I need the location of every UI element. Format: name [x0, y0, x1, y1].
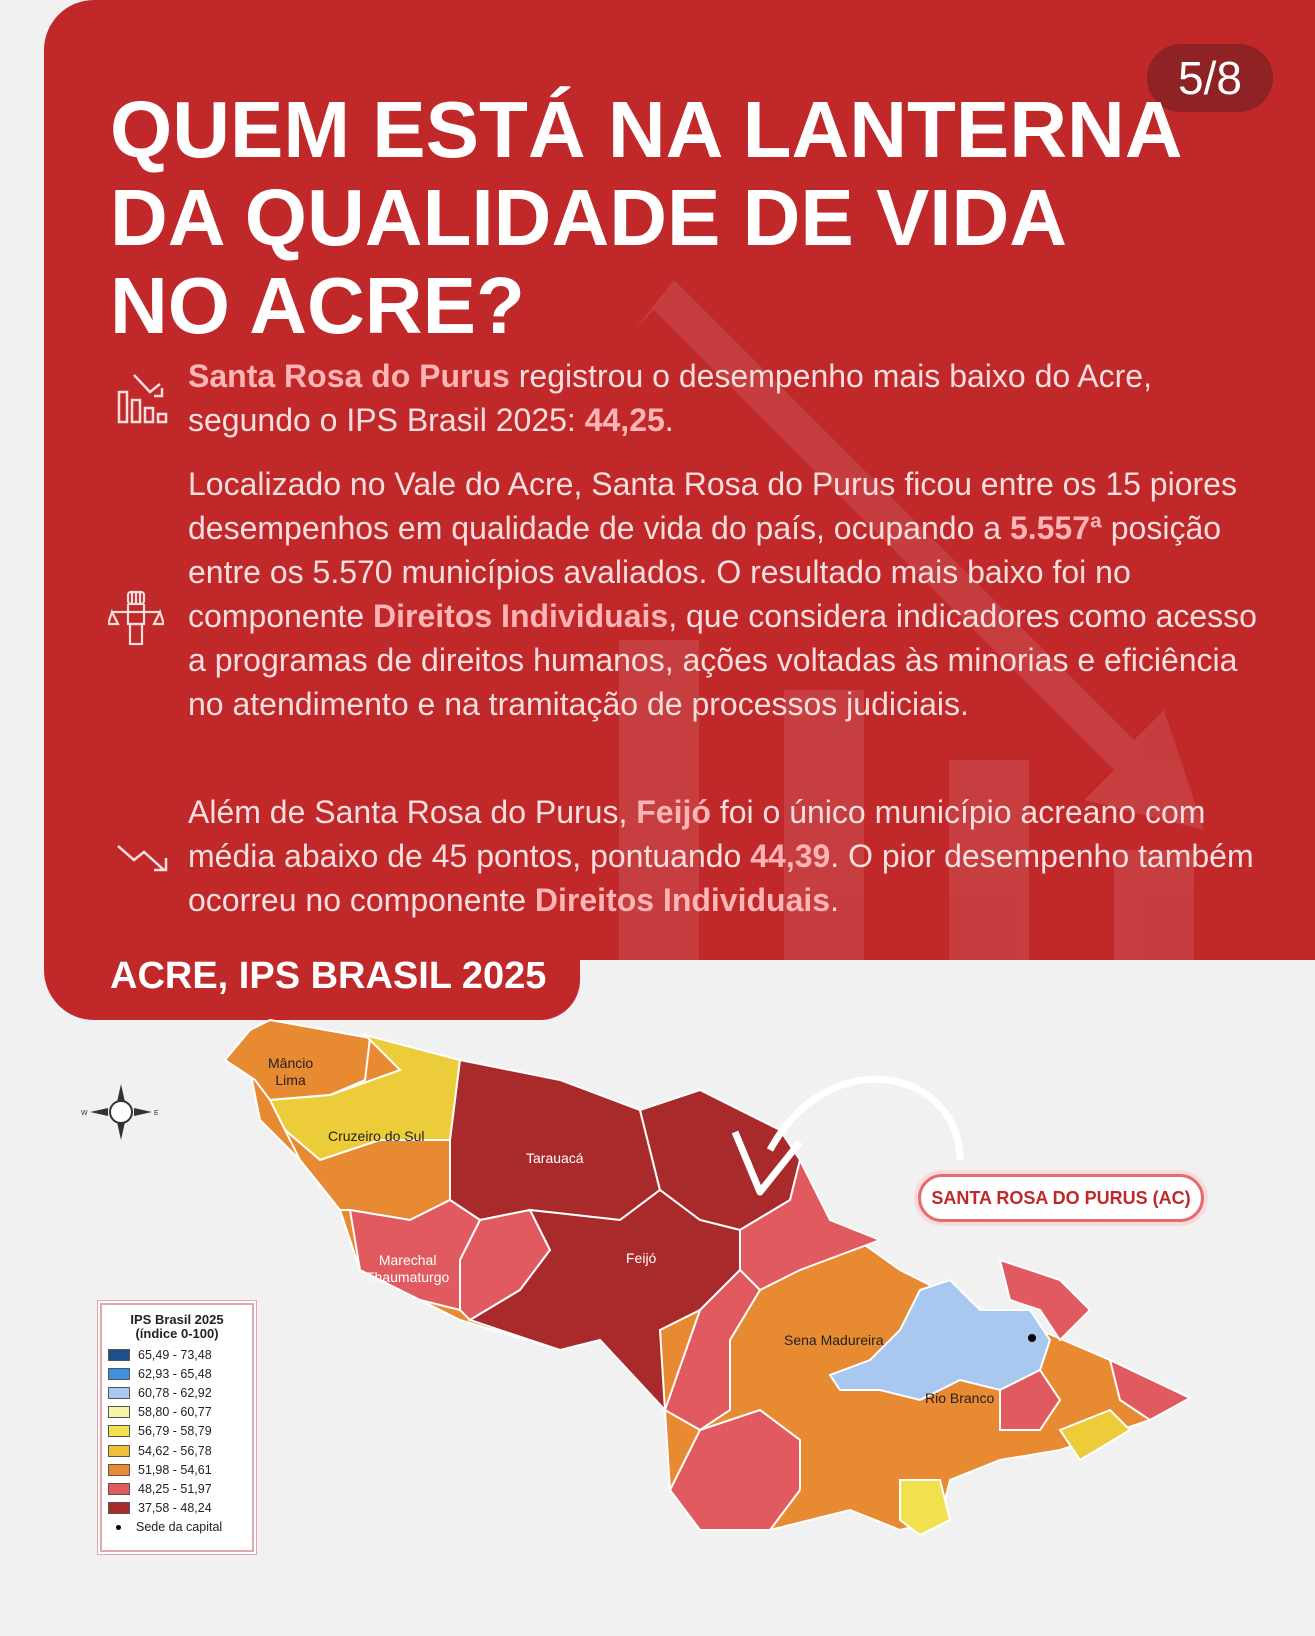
legend-swatch: [108, 1387, 130, 1399]
label-sena-madureira: Sena Madureira: [784, 1332, 884, 1348]
legend-items: [102, 1345, 252, 1537]
highlight-component-2: Direitos Individuais: [534, 882, 831, 918]
legend-swatch: [108, 1464, 130, 1476]
paragraph-text: Localizado no Vale do Acre, Santa Rosa do Purus ficou entre os 15 piores desempenhos em qualidade de vida do país, ocupando a: [188, 466, 1237, 546]
legend-item: 65,49 - 73,48: [108, 1345, 252, 1364]
compass-east: E: [154, 1110, 159, 1117]
legend-swatch: [108, 1425, 130, 1437]
legend-item: 56,79 - 58,79: [108, 1422, 252, 1441]
paragraph-details: [188, 462, 1278, 726]
label-mancio-lima: Mâncio Lima: [268, 1055, 314, 1088]
callout-santa-rosa: SANTA ROSA DO PURUS (AC): [918, 1174, 1204, 1222]
legend-swatch: [108, 1502, 130, 1514]
legend-item: 48,25 - 51,97: [108, 1479, 252, 1498]
legend-item: 58,80 - 60,77: [108, 1403, 252, 1422]
map-legend: [100, 1303, 254, 1552]
label-feijo: Feijó: [626, 1250, 657, 1266]
legend-item: 60,78 - 62,92: [108, 1383, 252, 1402]
region-yellow-south: [900, 1480, 950, 1535]
fist-justice-scale-icon: [108, 588, 164, 648]
compass-icon: [78, 1082, 160, 1142]
paragraph-feijo: [188, 790, 1278, 922]
paragraph-santa-rosa: [188, 354, 1278, 442]
page-title: [110, 86, 1183, 350]
legend-swatch: [108, 1368, 130, 1380]
label-rio-branco: Rio Branco: [925, 1390, 995, 1406]
legend-item: 54,62 - 56,78: [108, 1441, 252, 1460]
paragraph-text: registrou o desempenho mais baixo do Acre, segundo o IPS Brasil 2025:: [188, 358, 1152, 438]
highlight-santa-rosa: Santa Rosa do Purus: [188, 358, 510, 394]
declining-bar-chart-icon: [116, 370, 172, 426]
legend-swatch: [108, 1483, 130, 1495]
page-indicator: 5/8: [1147, 44, 1273, 112]
highlight-rank: 5.557ª: [1009, 510, 1102, 546]
map-section-label: ACRE, IPS BRASIL 2025: [110, 955, 547, 997]
legend-swatch: [108, 1406, 130, 1418]
title-line-3: NO ACRE?: [110, 261, 525, 350]
title-line-1: QUEM ESTÁ NA LANTERNA: [110, 85, 1183, 174]
paragraph-text: foi o único município acreano com média abaixo de 45 pontos, pontuando: [188, 794, 1206, 874]
region-tarauaca: [450, 1060, 660, 1220]
highlight-score-feijo: 44,39: [750, 838, 831, 874]
capital-dot-icon: [116, 1525, 121, 1530]
paragraph-text: , que considera indicadores como acesso a programas de direitos humanos, ações voltadas às minorias e eficiência no atendimento e na tramitação de processos judiciais.: [188, 598, 1257, 722]
paragraph-text: . O pior desempenho também ocorreu no componente: [188, 838, 1254, 918]
title-line-2: DA QUALIDADE DE VIDA: [110, 173, 1068, 262]
label-marechal-thaumaturgo: Marechal Thaumaturgo: [366, 1252, 450, 1285]
legend-item: 37,58 - 48,24: [108, 1499, 252, 1518]
legend-title: IPS Brasil 2025 (índice 0-100): [130, 1312, 224, 1341]
paragraph-text: .: [830, 882, 839, 918]
trend-down-arrow-icon: [116, 840, 172, 874]
legend-item: 51,98 - 54,61: [108, 1460, 252, 1479]
legend-swatch: [108, 1349, 130, 1361]
legend-item-capital: Sede da capital: [108, 1518, 252, 1537]
highlight-feijo: Feijó: [636, 794, 711, 830]
legend-swatch: [108, 1445, 130, 1457]
compass-west: W: [81, 1110, 88, 1117]
legend-item: 62,93 - 65,48: [108, 1364, 252, 1383]
label-cruzeiro-do-sul: Cruzeiro do Sul: [328, 1128, 425, 1144]
capital-dot: [1028, 1334, 1036, 1342]
paragraph-text: .: [664, 402, 674, 438]
paragraph-text: Além de Santa Rosa do Purus,: [188, 794, 637, 830]
highlight-score-santa-rosa: 44,25: [584, 402, 665, 438]
highlight-component: Direitos Individuais: [373, 598, 669, 634]
paragraph-text: posição entre os 5.570 municípios avaliados. O resultado mais baixo foi no componente: [188, 510, 1222, 634]
label-tarauaca: Tarauacá: [526, 1150, 584, 1166]
